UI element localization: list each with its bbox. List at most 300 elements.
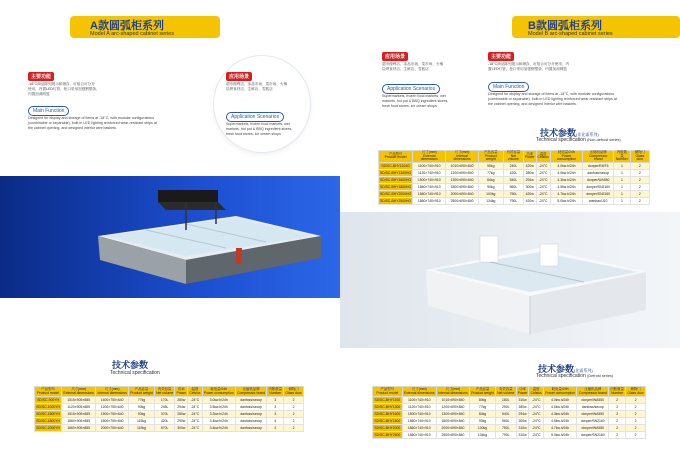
table-cell: 310w bbox=[516, 425, 529, 432]
header-cn: 耗电量/24h bbox=[210, 386, 228, 391]
table-cell: SD/SC-1000YH bbox=[36, 405, 60, 409]
table-cell: 540L bbox=[496, 411, 517, 418]
table-cell: 420w bbox=[523, 190, 536, 197]
text-line: 烧烤食材店、生鲜店、雪糕店 bbox=[226, 87, 273, 91]
table-cell: 1860×740×910 bbox=[402, 432, 436, 439]
table-cell: 2000×690×840 bbox=[436, 425, 469, 432]
header-en: Product weight bbox=[484, 153, 497, 162]
header-en: Internal dimensions bbox=[97, 390, 127, 395]
table-cell: SD/SC-BHY1104G bbox=[379, 162, 413, 169]
table-cell: donper/WA550 bbox=[577, 411, 609, 418]
table-cell: 115kg bbox=[129, 418, 155, 425]
table-cell: 1 bbox=[614, 183, 631, 190]
col-header bbox=[373, 387, 403, 397]
header-en: Net volume bbox=[497, 390, 515, 395]
left-spec-title: 技术参数 bbox=[112, 360, 149, 370]
table-cell: 1010×690×840 bbox=[446, 162, 478, 169]
text-line: fresh food stores, ice cream shops bbox=[226, 132, 281, 136]
table-cell: 240L bbox=[503, 162, 523, 169]
table-row bbox=[35, 418, 304, 425]
table-cell: 2 bbox=[609, 418, 626, 425]
col-header bbox=[284, 387, 304, 397]
table-cell: 1200×690×840 bbox=[446, 169, 478, 176]
table-cell: 570L bbox=[154, 425, 174, 432]
header-en: Power bbox=[524, 155, 535, 160]
table-cell: 280w bbox=[175, 411, 188, 418]
col-header bbox=[543, 387, 577, 397]
table-cell: 2 bbox=[630, 197, 649, 204]
table-cell: SD/SC-BHY1300HG bbox=[380, 170, 412, 175]
header-cn: 压缩机品牌 bbox=[589, 150, 607, 154]
table-cell: donper/WA550 bbox=[583, 176, 614, 183]
table-cell: donper/SN2160 bbox=[583, 183, 614, 190]
header-cn: 内胀数量 bbox=[610, 386, 624, 391]
left-app-en bbox=[226, 122, 306, 137]
table-cell: 2 bbox=[626, 397, 646, 404]
table-cell: 2 bbox=[626, 425, 646, 432]
table-cell: SD/SC-2000YH bbox=[36, 426, 60, 430]
table-cell: 3 bbox=[267, 397, 284, 404]
table-cell: 560L bbox=[503, 183, 523, 190]
text-line: 置LED灯管，柜口采用加强钢塑条，内置加洞网篮 bbox=[488, 67, 567, 71]
header-cn: 尺寸(mm) bbox=[421, 150, 437, 154]
table-cell: 170L bbox=[154, 397, 174, 404]
header-en: Number bbox=[269, 390, 282, 395]
header-cn: 功率 bbox=[526, 151, 534, 156]
table-row bbox=[379, 190, 650, 197]
header-en: Product model bbox=[37, 390, 60, 395]
table-cell: 1200×750×640 bbox=[96, 404, 129, 411]
table-cell: -24°C bbox=[188, 411, 202, 418]
table-cell: 750L bbox=[496, 425, 517, 432]
table-cell: 1860×905×885 bbox=[62, 418, 96, 425]
table-cell: SD/SC-BHY1600HG bbox=[380, 177, 412, 182]
table-cell: 2 bbox=[626, 411, 646, 418]
col-header bbox=[235, 387, 267, 397]
right-main-function-en bbox=[488, 92, 648, 107]
table-cell: 134kg bbox=[478, 197, 503, 204]
table-cell: 1100×740×910 bbox=[402, 397, 436, 404]
spec-sub-text: Technical specification bbox=[536, 137, 586, 143]
table-cell: 280w bbox=[516, 404, 529, 411]
table-cell: 3 bbox=[267, 411, 284, 418]
table-row bbox=[373, 411, 646, 418]
table-cell: danfoss/secop bbox=[235, 425, 267, 432]
table-cell: 1100×740×910 bbox=[413, 162, 446, 169]
table-cell: -24°C bbox=[529, 418, 543, 425]
table-cell: 290L bbox=[496, 404, 517, 411]
table-cell: SD/SC-1500YH bbox=[36, 412, 60, 416]
table-cell: 1400×750×640 bbox=[96, 397, 129, 404]
left-spec-table bbox=[34, 386, 304, 432]
table-cell: 1120×740×910 bbox=[402, 404, 436, 411]
table-cell: 2 bbox=[284, 404, 304, 411]
table-row bbox=[373, 397, 646, 404]
header-cn: 耗电量/24h bbox=[558, 150, 575, 154]
left-main-function-cn bbox=[28, 82, 198, 97]
table-cell: 90kg bbox=[478, 162, 503, 169]
table-cell: 4.5kw.h/24h bbox=[550, 183, 583, 190]
table-cell: 1200×690×840 bbox=[436, 404, 469, 411]
table-cell: 77kg bbox=[470, 404, 496, 411]
table-cell: SD/SC-BHY2500HG bbox=[380, 198, 412, 203]
header-en: Glass door bbox=[285, 390, 302, 395]
table-row bbox=[379, 169, 650, 176]
header-cn: 储物门 bbox=[634, 150, 645, 154]
header-en: Product model bbox=[384, 155, 407, 160]
right-freezer-image bbox=[420, 222, 650, 340]
table-cell: 1 bbox=[614, 169, 631, 176]
table-cell: 280w bbox=[523, 169, 536, 176]
table-cell: 540L bbox=[503, 176, 523, 183]
header-cn: 储物门 bbox=[288, 386, 299, 391]
table-cell: 1800×690×840 bbox=[446, 183, 478, 190]
table-row bbox=[35, 404, 304, 411]
table-cell: SD/SC-BHY2500 bbox=[374, 433, 401, 437]
table-cell: 290w bbox=[175, 418, 188, 425]
col-header bbox=[577, 387, 609, 397]
text-line: 烧烤食材店、生鲜店、雪糕店 bbox=[382, 67, 429, 71]
table-cell: -24°C bbox=[188, 397, 202, 404]
table-row bbox=[373, 432, 646, 439]
table-cell: 2 bbox=[626, 432, 646, 439]
left-main-function-en bbox=[28, 116, 208, 131]
table-cell: 1860×740×910 bbox=[413, 183, 446, 190]
table-cell: -24°C bbox=[529, 397, 543, 404]
table-row bbox=[379, 183, 650, 190]
table-cell: 100kg bbox=[478, 190, 503, 197]
table-cell: 1500×740×910 bbox=[402, 411, 436, 418]
right-app-cn bbox=[382, 62, 472, 72]
col-header bbox=[446, 151, 478, 163]
table-cell: -24°C bbox=[188, 418, 202, 425]
table-cell: 2 bbox=[284, 425, 304, 432]
header-en: Celsius bbox=[189, 390, 201, 395]
table-cell: 1860×740×910 bbox=[402, 425, 436, 432]
table-header-row bbox=[379, 151, 650, 163]
right-spec2-table bbox=[372, 386, 646, 439]
col-header bbox=[523, 151, 536, 163]
left-app-en-tag: Application Scenarios bbox=[226, 112, 284, 122]
table-cell: 1800×750×640 bbox=[96, 418, 129, 425]
table-cell: 1120×905×885 bbox=[62, 404, 96, 411]
left-app-cn bbox=[226, 82, 306, 92]
table-cell: -24°C bbox=[529, 432, 543, 439]
table-cell: 77kg bbox=[478, 169, 503, 176]
table-cell: 2000×690×840 bbox=[446, 190, 478, 197]
col-header bbox=[626, 387, 646, 397]
table-cell: 1500×740×910 bbox=[413, 176, 446, 183]
col-header bbox=[478, 151, 503, 163]
text-line: 内置加洞网篮 bbox=[28, 92, 50, 96]
header-cn: 内胀数量 bbox=[616, 150, 628, 158]
col-header bbox=[188, 387, 202, 397]
table-cell: 300w bbox=[175, 425, 188, 432]
table-cell: 2 bbox=[630, 169, 649, 176]
table-cell: 4.7kw.h/24h bbox=[550, 190, 583, 197]
col-header bbox=[630, 151, 649, 163]
table-row bbox=[379, 162, 650, 169]
col-header bbox=[614, 151, 631, 163]
table-cell: 4.3kw.h/24h bbox=[550, 176, 583, 183]
header-cn: 尺寸(mm) bbox=[104, 386, 120, 391]
table-cell: 4.7kw.h/24h bbox=[543, 425, 577, 432]
header-cn: 压缩机品牌 bbox=[584, 386, 602, 391]
table-cell: 790L bbox=[496, 432, 517, 439]
table-cell: 84kg bbox=[470, 411, 496, 418]
table-cell: 790L bbox=[503, 197, 523, 204]
header-en: Product model bbox=[376, 390, 399, 395]
table-cell: 310w bbox=[516, 432, 529, 439]
header-cn: 尺寸(mm) bbox=[411, 386, 427, 391]
table-cell: SD/SC-BHY2000 bbox=[374, 426, 401, 430]
table-cell: 2 bbox=[284, 418, 304, 425]
text-line: Designed for display and storage of items at -18°C, with modular configurations bbox=[28, 116, 155, 120]
table-cell: 1010×690×840 bbox=[436, 397, 469, 404]
header-cn: 尺寸(mm) bbox=[445, 386, 461, 391]
header-cn: 内胀数量 bbox=[268, 386, 283, 391]
left-main-function-cn-tag: 主要功能 bbox=[28, 72, 54, 81]
col-header bbox=[267, 387, 284, 397]
header-en: Power consumption bbox=[556, 153, 577, 162]
table-cell: 1300×690×840 bbox=[436, 411, 469, 418]
table-cell: 2 bbox=[626, 404, 646, 411]
text-line: 使用，内置LED灯管，柜口采用加强钢塑条， bbox=[28, 87, 100, 91]
table-cell: 4.5kw.h/24h bbox=[543, 418, 577, 425]
right-main-function-cn bbox=[488, 62, 648, 72]
right-spec1-subtitle bbox=[536, 137, 621, 143]
table-cell: 100kg bbox=[470, 425, 496, 432]
spec-sub-tag: (Defrost series) bbox=[587, 374, 614, 378]
header-cn: 储物门 bbox=[630, 386, 641, 391]
table-cell: 1515×905×885 bbox=[62, 397, 96, 404]
text-line: Supermarkets, frozen food markets, wet bbox=[226, 122, 290, 126]
right-main-function-en-tag: Main Function bbox=[488, 82, 529, 92]
table-cell: SD/SC-900YH bbox=[35, 397, 62, 404]
header-cn: 功率 bbox=[519, 386, 526, 391]
table-cell: 3 bbox=[267, 404, 284, 411]
col-header bbox=[129, 387, 155, 397]
header-en: Power consumption bbox=[545, 390, 576, 395]
table-cell: -24°C bbox=[536, 197, 550, 204]
left-main-function-en-tag: Main Function bbox=[28, 106, 69, 116]
table-cell: 2 bbox=[630, 162, 649, 169]
col-header bbox=[62, 387, 96, 397]
text-line: 超市便利店、冻品市场、菜市场、火锅 bbox=[382, 62, 444, 66]
header-cn: 温度 bbox=[532, 386, 540, 391]
table-cell: 4.0kw.h/24h bbox=[543, 404, 577, 411]
table-cell: 4 bbox=[267, 425, 284, 432]
table-cell: -24°C bbox=[536, 176, 550, 183]
table-cell: 2 bbox=[609, 425, 626, 432]
text-line: markets, hot pot & BBQ ingredient stores, bbox=[226, 127, 293, 131]
col-header bbox=[96, 387, 129, 397]
col-header bbox=[470, 387, 496, 397]
right-spec1-table bbox=[378, 150, 650, 205]
col-header bbox=[202, 387, 235, 397]
spec-title-tag: (化霜系列) bbox=[574, 368, 593, 373]
table-cell: 3.2kw.h/24h bbox=[202, 411, 235, 418]
table-cell: donper/WA550 bbox=[577, 397, 609, 404]
table-cell: 90kg bbox=[129, 411, 155, 418]
table-cell: -24°C bbox=[529, 411, 543, 418]
table-cell: 420L bbox=[503, 169, 523, 176]
text-line: Designed for display and storage of items at -18°C, with modular configurations bbox=[488, 92, 615, 96]
table-cell: 2 bbox=[609, 397, 626, 404]
right-app-cn-tag: 应用场景 bbox=[382, 52, 408, 61]
table-cell: 1 bbox=[614, 176, 631, 183]
col-header bbox=[175, 387, 188, 397]
col-header bbox=[609, 387, 626, 397]
header-en: Number bbox=[615, 157, 628, 162]
table-cell: 245L bbox=[154, 404, 174, 411]
header-en: Compressor brand bbox=[237, 390, 266, 395]
table-cell: 90kg bbox=[470, 418, 496, 425]
header-cn: 产品型号 bbox=[388, 151, 403, 156]
header-cn: 有效容量 bbox=[157, 386, 172, 391]
table-cell: donper/WA550 bbox=[577, 425, 609, 432]
table-cell: 280w bbox=[175, 397, 188, 404]
table-cell: 5.0kw.h/24h bbox=[550, 197, 583, 204]
text-line: 超市便利店、冻品市场、菜市场、火锅 bbox=[226, 82, 288, 86]
text-line: markets, hot pot & BBQ ingredient stores, bbox=[382, 99, 449, 103]
table-cell: 560L bbox=[496, 418, 517, 425]
text-line: the cabinet opening, and designed interior wire baskets. bbox=[28, 126, 117, 130]
header-cn: 耗电量/24h bbox=[551, 386, 569, 391]
header-en: Product weight bbox=[130, 390, 153, 395]
table-cell: 90kg bbox=[478, 183, 503, 190]
table-cell: -24°C bbox=[536, 162, 550, 169]
header-en: External dimensions bbox=[420, 153, 438, 162]
table-row bbox=[373, 425, 646, 432]
table-row bbox=[373, 418, 646, 425]
table-cell: 4 bbox=[267, 418, 284, 425]
header-en: Product weight bbox=[471, 390, 494, 395]
table-cell: 1120×740×910 bbox=[413, 169, 446, 176]
table-cell: 1515×905×885 bbox=[62, 411, 96, 418]
col-header bbox=[436, 387, 469, 397]
left-freezer-image bbox=[86, 176, 326, 298]
table-cell: donper/EMT6 bbox=[583, 162, 614, 169]
header-en: External dimensions bbox=[63, 390, 94, 395]
table-cell: 300w bbox=[516, 418, 529, 425]
table-cell: 1800×690×840 bbox=[436, 418, 469, 425]
table-cell: 2 bbox=[626, 418, 646, 425]
table-cell: SD/SC-BHY2000HG bbox=[380, 191, 412, 196]
header-en: Power bbox=[517, 390, 528, 395]
table-cell: wanbao/J10 bbox=[583, 197, 614, 204]
text-line: (combinable or separable), built-in LED lighting reinforced wear-resistant strips at bbox=[28, 121, 157, 125]
table-cell: 4.0kw.h/24h bbox=[550, 162, 583, 169]
col-header bbox=[550, 151, 583, 163]
text-line: fresh food stores, ice cream shops bbox=[382, 104, 437, 108]
table-cell: 90kg bbox=[129, 404, 155, 411]
spec-title-text: 技术参数 bbox=[538, 364, 575, 374]
header-en: Celsius bbox=[530, 390, 542, 395]
header-cn: 功率 bbox=[177, 386, 185, 391]
table-cell: 1500×750×640 bbox=[96, 411, 129, 418]
right-main-function-cn-tag: 主要功能 bbox=[488, 52, 514, 61]
table-cell: danfoss/secop bbox=[235, 411, 267, 418]
table-cell: danfoss/secop bbox=[235, 397, 267, 404]
table-cell: -24°C bbox=[529, 404, 543, 411]
header-cn: 温度 bbox=[539, 151, 547, 156]
col-header bbox=[516, 387, 529, 397]
table-cell: 2 bbox=[609, 432, 626, 439]
header-en: Power consumption bbox=[203, 390, 234, 395]
table-row bbox=[373, 404, 646, 411]
table-cell: 1860×740×910 bbox=[413, 190, 446, 197]
spec-sub-tag: (Non-defrost series) bbox=[587, 138, 621, 142]
header-en: Compressor brand bbox=[578, 390, 607, 395]
table-row bbox=[35, 425, 304, 432]
header-cn: 尺寸(mm) bbox=[71, 386, 87, 391]
header-en: Glass door bbox=[627, 390, 644, 395]
table-cell: 1 bbox=[614, 197, 631, 204]
table-cell: 2 bbox=[630, 183, 649, 190]
right-spec2-subtitle bbox=[536, 373, 613, 379]
table-cell: 1 bbox=[614, 190, 631, 197]
table-cell: SD/SC-BHY1600 bbox=[374, 412, 401, 416]
header-en: Power bbox=[176, 390, 187, 395]
header-cn: 压缩机品牌 bbox=[242, 386, 260, 391]
table-cell: 3.4kw.h/24h bbox=[202, 425, 235, 432]
table-cell: 4.0kw.h/24h bbox=[550, 169, 583, 176]
col-header bbox=[503, 151, 523, 163]
table-cell: 294w bbox=[523, 176, 536, 183]
header-cn: 有效容量 bbox=[499, 386, 513, 391]
table-cell: 1300×690×840 bbox=[446, 176, 478, 183]
table-cell: SD/SC-1800YH bbox=[36, 419, 60, 423]
table-cell: -24°C bbox=[536, 169, 550, 176]
left-application-bubble bbox=[214, 56, 310, 152]
table-cell: 2 bbox=[609, 404, 626, 411]
table-cell: 84kg bbox=[478, 176, 503, 183]
left-title: A款圆弧柜系列 bbox=[90, 20, 164, 32]
spec-sub-text: Technical specification bbox=[536, 373, 586, 379]
left-subtitle: Model A arc-shaped cabinet series bbox=[90, 31, 175, 37]
table-cell: 1860×740×910 bbox=[402, 418, 436, 425]
table-cell: 115kg bbox=[129, 425, 155, 432]
table-cell: SD/SC-BHY1800 bbox=[374, 419, 401, 423]
header-en: External dimensions bbox=[404, 390, 435, 395]
table-cell: 1 bbox=[614, 162, 631, 169]
table-cell: danfoss/secop bbox=[235, 404, 267, 411]
col-header bbox=[583, 151, 614, 163]
table-cell: 420w bbox=[523, 162, 536, 169]
header-cn: 尺寸(mm) bbox=[454, 150, 470, 154]
table-cell: -24°C bbox=[536, 183, 550, 190]
table-cell: 420w bbox=[523, 197, 536, 204]
header-cn: 温度 bbox=[191, 386, 199, 391]
header-cn: 有效容量 bbox=[506, 150, 521, 154]
col-header bbox=[35, 387, 62, 397]
col-header bbox=[413, 151, 446, 163]
table-cell: 3.5kw.h/24h bbox=[202, 404, 235, 411]
spec-title-tag: (非化霜系列) bbox=[576, 132, 599, 137]
right-app-en-tag: Application Scenarios bbox=[382, 84, 440, 94]
table-cell: donper/SN2160 bbox=[583, 190, 614, 197]
col-header bbox=[529, 387, 543, 397]
table-cell: 4.3kw.h/24h bbox=[543, 411, 577, 418]
table-cell: -24°C bbox=[188, 425, 202, 432]
table-row bbox=[379, 176, 650, 183]
table-cell: 2 bbox=[630, 176, 649, 183]
table-cell: SD/SC-BHY1300 bbox=[374, 405, 401, 409]
text-line: -18°C商品陈列展示和储存，可组合可分开使用，内 bbox=[488, 62, 570, 66]
right-subtitle: Model B arc-shaped cabinet series bbox=[528, 31, 613, 37]
table-cell: 134kg bbox=[470, 432, 496, 439]
